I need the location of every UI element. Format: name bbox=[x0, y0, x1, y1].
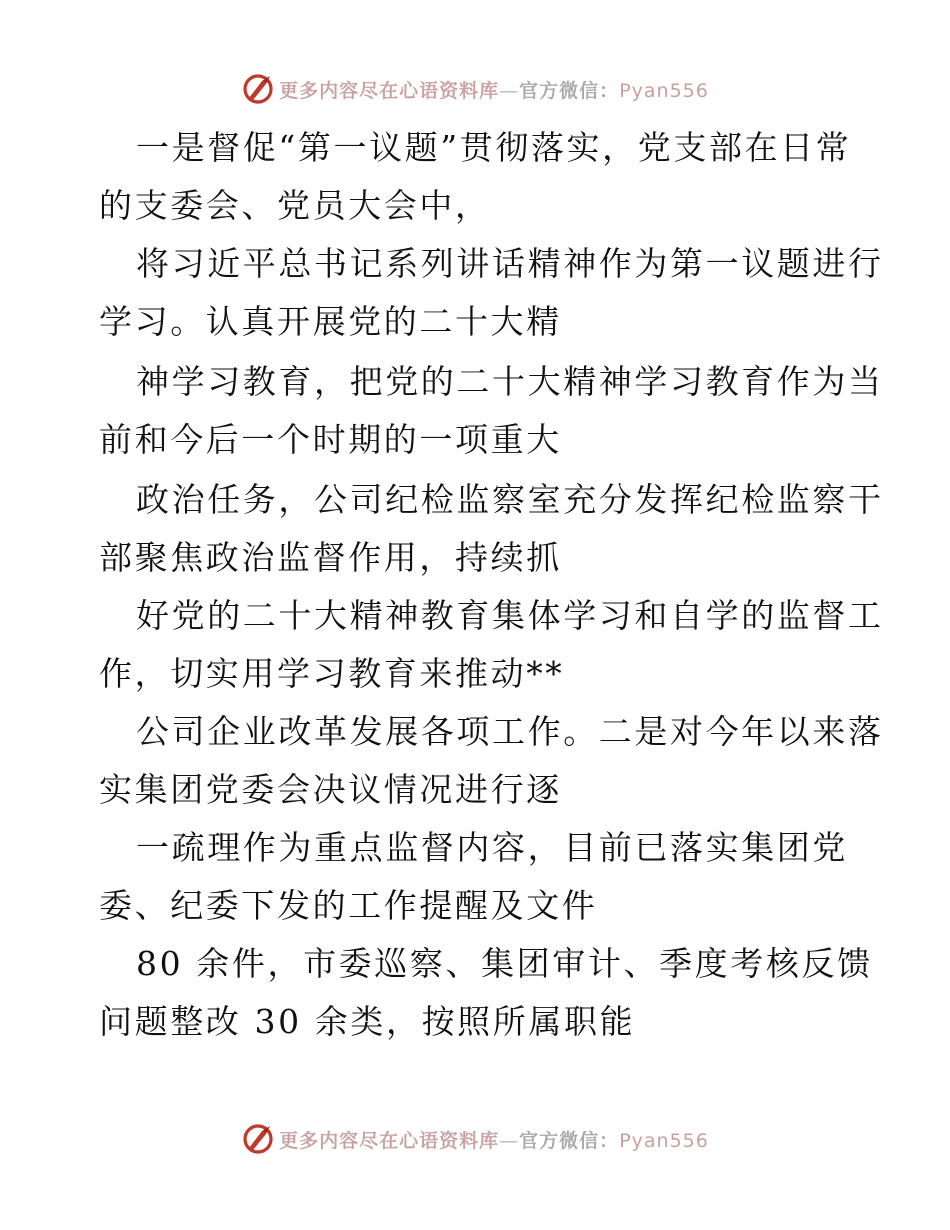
paragraph-line: 部聚焦政治监督作用，持续抓 bbox=[99, 538, 562, 577]
header-official-label: 官方微信： bbox=[519, 79, 620, 102]
header-banner-text bbox=[279, 76, 709, 103]
paragraph-line: 实集团党委会决议情况进行逐 bbox=[99, 770, 562, 809]
paragraph-line: 学习。认真开展党的二十大精 bbox=[99, 302, 562, 341]
paragraph-line: 公司企业改革发展各项工作。二是对今年以来落 bbox=[136, 712, 884, 751]
footer-wechat-id: Pyan556 bbox=[619, 1129, 709, 1152]
header-banner bbox=[0, 72, 950, 106]
paragraph-line: 一是督促“第一议题”贯彻落实，党支部在日常 bbox=[136, 128, 852, 167]
paragraph-line: 政治任务，公司纪检监察室充分发挥纪检监察干 bbox=[136, 480, 884, 519]
quill-logo-icon bbox=[241, 72, 275, 106]
paragraph-line: 的支委会、党员大会中， bbox=[99, 186, 491, 225]
footer-banner-text bbox=[279, 1126, 709, 1153]
paragraph-line: 将习近平总书记系列讲话精神作为第一议题进行 bbox=[136, 244, 884, 283]
paragraph-line: 作，切实用学习教育来推动** bbox=[99, 654, 565, 693]
paragraph-line: 好党的二十大精神教育集体学习和自学的监督工 bbox=[136, 596, 884, 635]
paragraph-line: 神学习教育，把党的二十大精神学习教育作为当 bbox=[136, 362, 884, 401]
header-wechat-id: Pyan556 bbox=[619, 79, 709, 102]
footer-brand: 更多内容尽在心语资料库 bbox=[279, 1129, 500, 1152]
header-brand: 更多内容尽在心语资料库 bbox=[279, 79, 500, 102]
footer-separator: — bbox=[499, 1129, 520, 1152]
footer-official-label: 官方微信： bbox=[519, 1129, 620, 1152]
paragraph-line: 一疏理作为重点监督内容，目前已落实集团党 bbox=[136, 828, 848, 867]
paragraph-line: 委、纪委下发的工作提醒及文件 bbox=[99, 886, 598, 925]
paragraph-line: 前和今后一个时期的一项重大 bbox=[99, 420, 562, 459]
header-separator: — bbox=[499, 79, 520, 102]
quill-logo-icon bbox=[241, 1122, 275, 1156]
paragraph-line: 80 余件，市委巡察、集团审计、季度考核反馈 bbox=[136, 944, 873, 983]
paragraph-line: 问题整改 30 余类，按照所属职能 bbox=[99, 1002, 636, 1041]
footer-banner bbox=[0, 1122, 950, 1156]
